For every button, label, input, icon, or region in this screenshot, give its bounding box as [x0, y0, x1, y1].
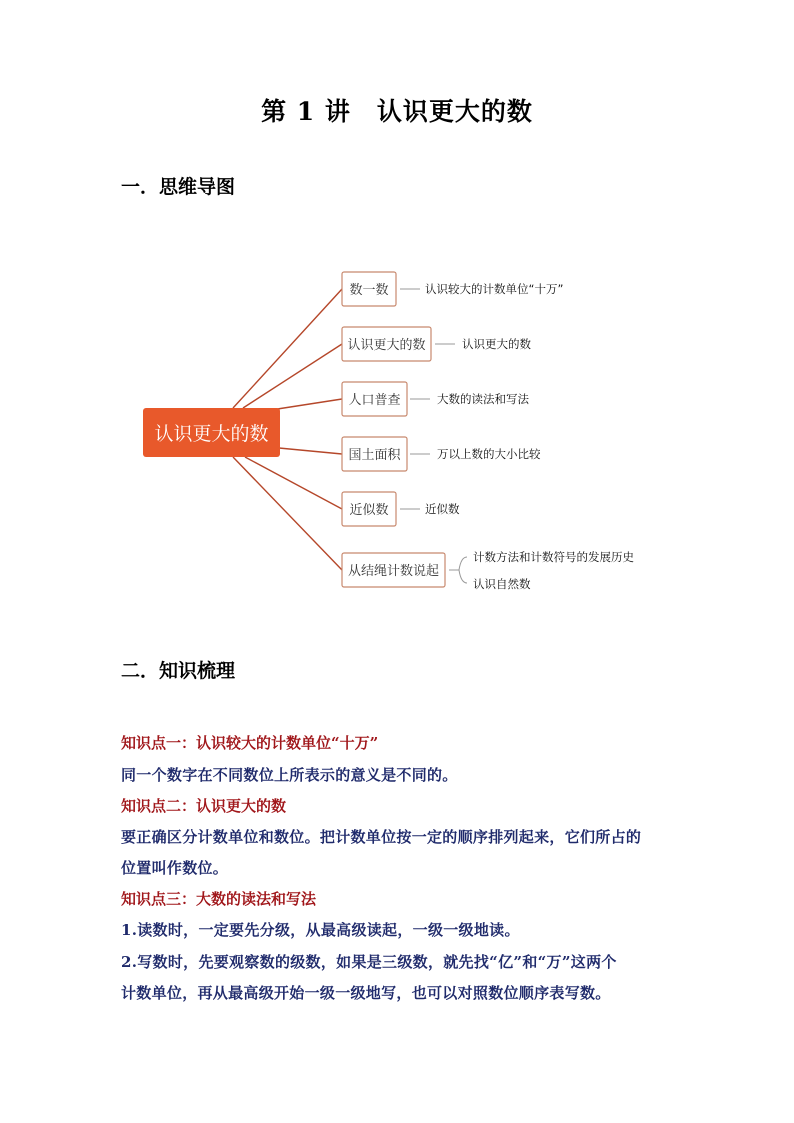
branch-label: 近似数 [349, 503, 389, 518]
branch-detail: 大数的读法和写法 [437, 392, 529, 406]
branch-detail: 认识较大的计数单位“十万” [425, 282, 564, 296]
knowledge-point-heading-1: 知识点一：认识较大的计数单位“十万” [121, 734, 379, 752]
branch-line-2 [243, 344, 342, 408]
knowledge-text: 位置叫作数位。 [121, 859, 229, 877]
branch-detail: 认识自然数 [473, 577, 531, 591]
branch-label: 人口普查 [348, 393, 401, 408]
section-heading-knowledge: 二．知识梳理 [121, 660, 236, 682]
detail-fork-6 [449, 557, 467, 583]
knowledge-text: 计数单位，再从最高级开始一级一级地写，也可以对照数位顺序表写数。 [121, 984, 611, 1002]
section-heading-mindmap: 一．思维导图 [121, 176, 236, 198]
branch-detail: 认识更大的数 [462, 337, 531, 351]
branch-label: 从结绳计数说起 [347, 564, 440, 579]
branch-node-1 [342, 272, 563, 306]
knowledge-text: 1.读数时，一定要先分级，从最高级读起，一级一级地读。 [121, 921, 520, 939]
knowledge-text: 要正确区分计数单位和数位。把计数单位按一定的顺序排列起来，它们所占的 [121, 828, 642, 846]
branch-line-1 [233, 289, 342, 408]
mind-map-root [143, 408, 280, 457]
branch-detail: 万以上数的大小比较 [437, 447, 541, 461]
branch-line-5 [245, 457, 342, 509]
branch-node-6 [342, 550, 634, 591]
branch-detail: 近似数 [425, 502, 460, 516]
root-node-label: 认识更大的数 [154, 423, 269, 445]
branch-label: 数一数 [349, 283, 389, 298]
branch-line-6 [233, 457, 342, 570]
lesson-number: 第 1 讲 [261, 97, 351, 126]
knowledge-text: 2.写数时，先要观察数的级数，如果是三级数，就先找“亿”和“万”这两个 [121, 953, 617, 971]
branch-node-4 [342, 437, 541, 471]
knowledge-point-heading-2: 知识点二：认识更大的数 [121, 797, 287, 815]
branch-node-3 [342, 382, 529, 416]
branch-detail: 计数方法和计数符号的发展历史 [473, 550, 634, 564]
branch-label: 认识更大的数 [347, 338, 426, 353]
knowledge-point-heading-3: 知识点三：大数的读法和写法 [121, 890, 317, 908]
branch-label: 国土面积 [348, 448, 401, 463]
lesson-name: 认识更大的数 [376, 97, 533, 126]
knowledge-text: 同一个数字在不同数位上所表示的意义是不同的。 [121, 766, 458, 784]
